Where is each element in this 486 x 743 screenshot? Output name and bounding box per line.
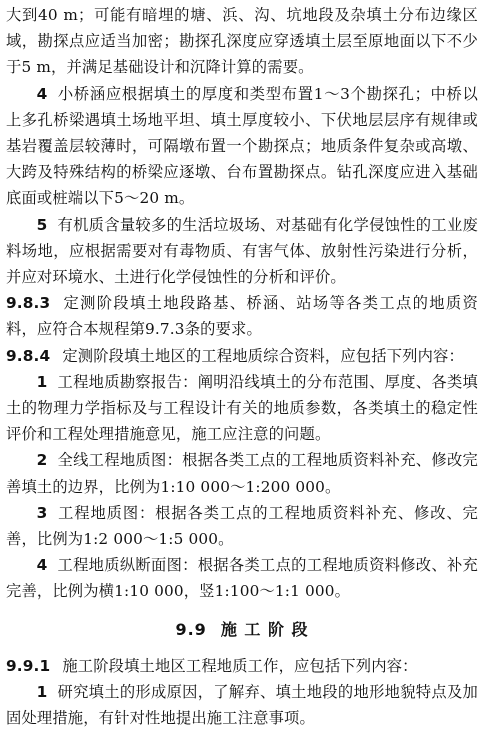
paragraph-text: 全线工程地质图：根据各类工点的工程地质资料补充、修改完善填土的边界，比例为1:10 000～1:200 000。: [6, 451, 478, 496]
section-heading: [6, 617, 478, 643]
paragraph-text: 定测阶段填土地段路基、桥涵、站场等各类工点的地质资料，应符合本规程第9.7.3条的要求。: [6, 294, 478, 339]
list-item-3-geology-map: [6, 500, 478, 552]
section-number: 9.9: [175, 619, 207, 639]
item-number: 3: [36, 503, 48, 522]
list-item-2-line-geology-map: [6, 447, 478, 499]
item-number: 4: [36, 556, 48, 575]
list-item-4-bridge-culvert: [6, 81, 478, 212]
paragraph-text: 施工阶段填土地区工程地质工作，应包括下列内容：: [62, 656, 418, 675]
item-number: 5: [36, 215, 48, 234]
clause-9-8-4: [6, 343, 478, 369]
item-number: 2: [36, 451, 48, 470]
paragraph-text: 工程地质纵断面图：根据各类工点的工程地质资料修改、补充完善，比例为横1:10 000，竖1:100～1:1 000。: [6, 556, 478, 601]
item-number: 4: [36, 84, 48, 103]
item-number: 1: [36, 372, 48, 391]
clause-number: 9.8.4: [6, 346, 51, 365]
item-number: 1: [36, 682, 48, 701]
clause-9-9-1: [6, 653, 478, 679]
section-title: 施 工 阶 段: [220, 619, 309, 639]
paragraph-text: 有机质含量较多的生活垃圾场、对基础有化学侵蚀性的工业废料场地，应根据需要对有毒物质、有害气体、放射性污染进行分析，并应对环境水、土进行化学侵蚀性的分析和评价。: [6, 215, 478, 287]
paragraph-text: 小桥涵应根据填土的厚度和类型布置1～3个勘探孔；中桥以上多孔桥梁遇填土场地平坦、填土厚度较小、下伏地层层序有规律或基岩覆盖层较薄时，可隔墩布置一个勘探点；地质条件复杂或高墩、大跨及特殊结构的桥梁应逐墩、台布置勘探点。钻孔深度应进入基础底面或桩端以下5～20 m。: [6, 84, 478, 208]
paragraph-text: 研究填土的形成原因，了解弃、填土地段的地形地貌特点及加固处理措施，有针对性地提出施工注意事项。: [6, 682, 478, 728]
paragraph-text: 工程地质图：根据各类工点的工程地质资料补充、修改、完善，比例为1:2 000～1:5 000。: [6, 503, 478, 549]
list-item-5-waste-site: [6, 212, 478, 291]
paragraph-continuation: [6, 2, 478, 81]
paragraph-text: 大到40 m；可能有暗埋的塘、浜、沟、坑地段及杂填土分布边缘区域，勘探点应适当加密；勘探孔深度应穿透填土层至原地面以下不少于5 m，并满足基础设计和沉降计算的需要。: [6, 6, 478, 77]
clause-number: 9.9.1: [6, 656, 51, 675]
clause-9-8-3: [6, 290, 478, 342]
list-item-4-longitudinal-section: [6, 552, 478, 604]
paragraph-text: 工程地质勘察报告：阐明沿线填土的分布范围、厚度、各类填土的物理力学指标及与工程设计有关的地质参数，各类填土的稳定性评价和工程处理措施意见，施工应注意的问题。: [6, 372, 478, 444]
list-item-1-fill-origin: [6, 679, 478, 731]
list-item-1-survey-report: [6, 369, 478, 448]
clause-number: 9.8.3: [6, 294, 51, 313]
paragraph-text: 定测阶段填土地区的工程地质综合资料，应包括下列内容：: [62, 346, 464, 365]
